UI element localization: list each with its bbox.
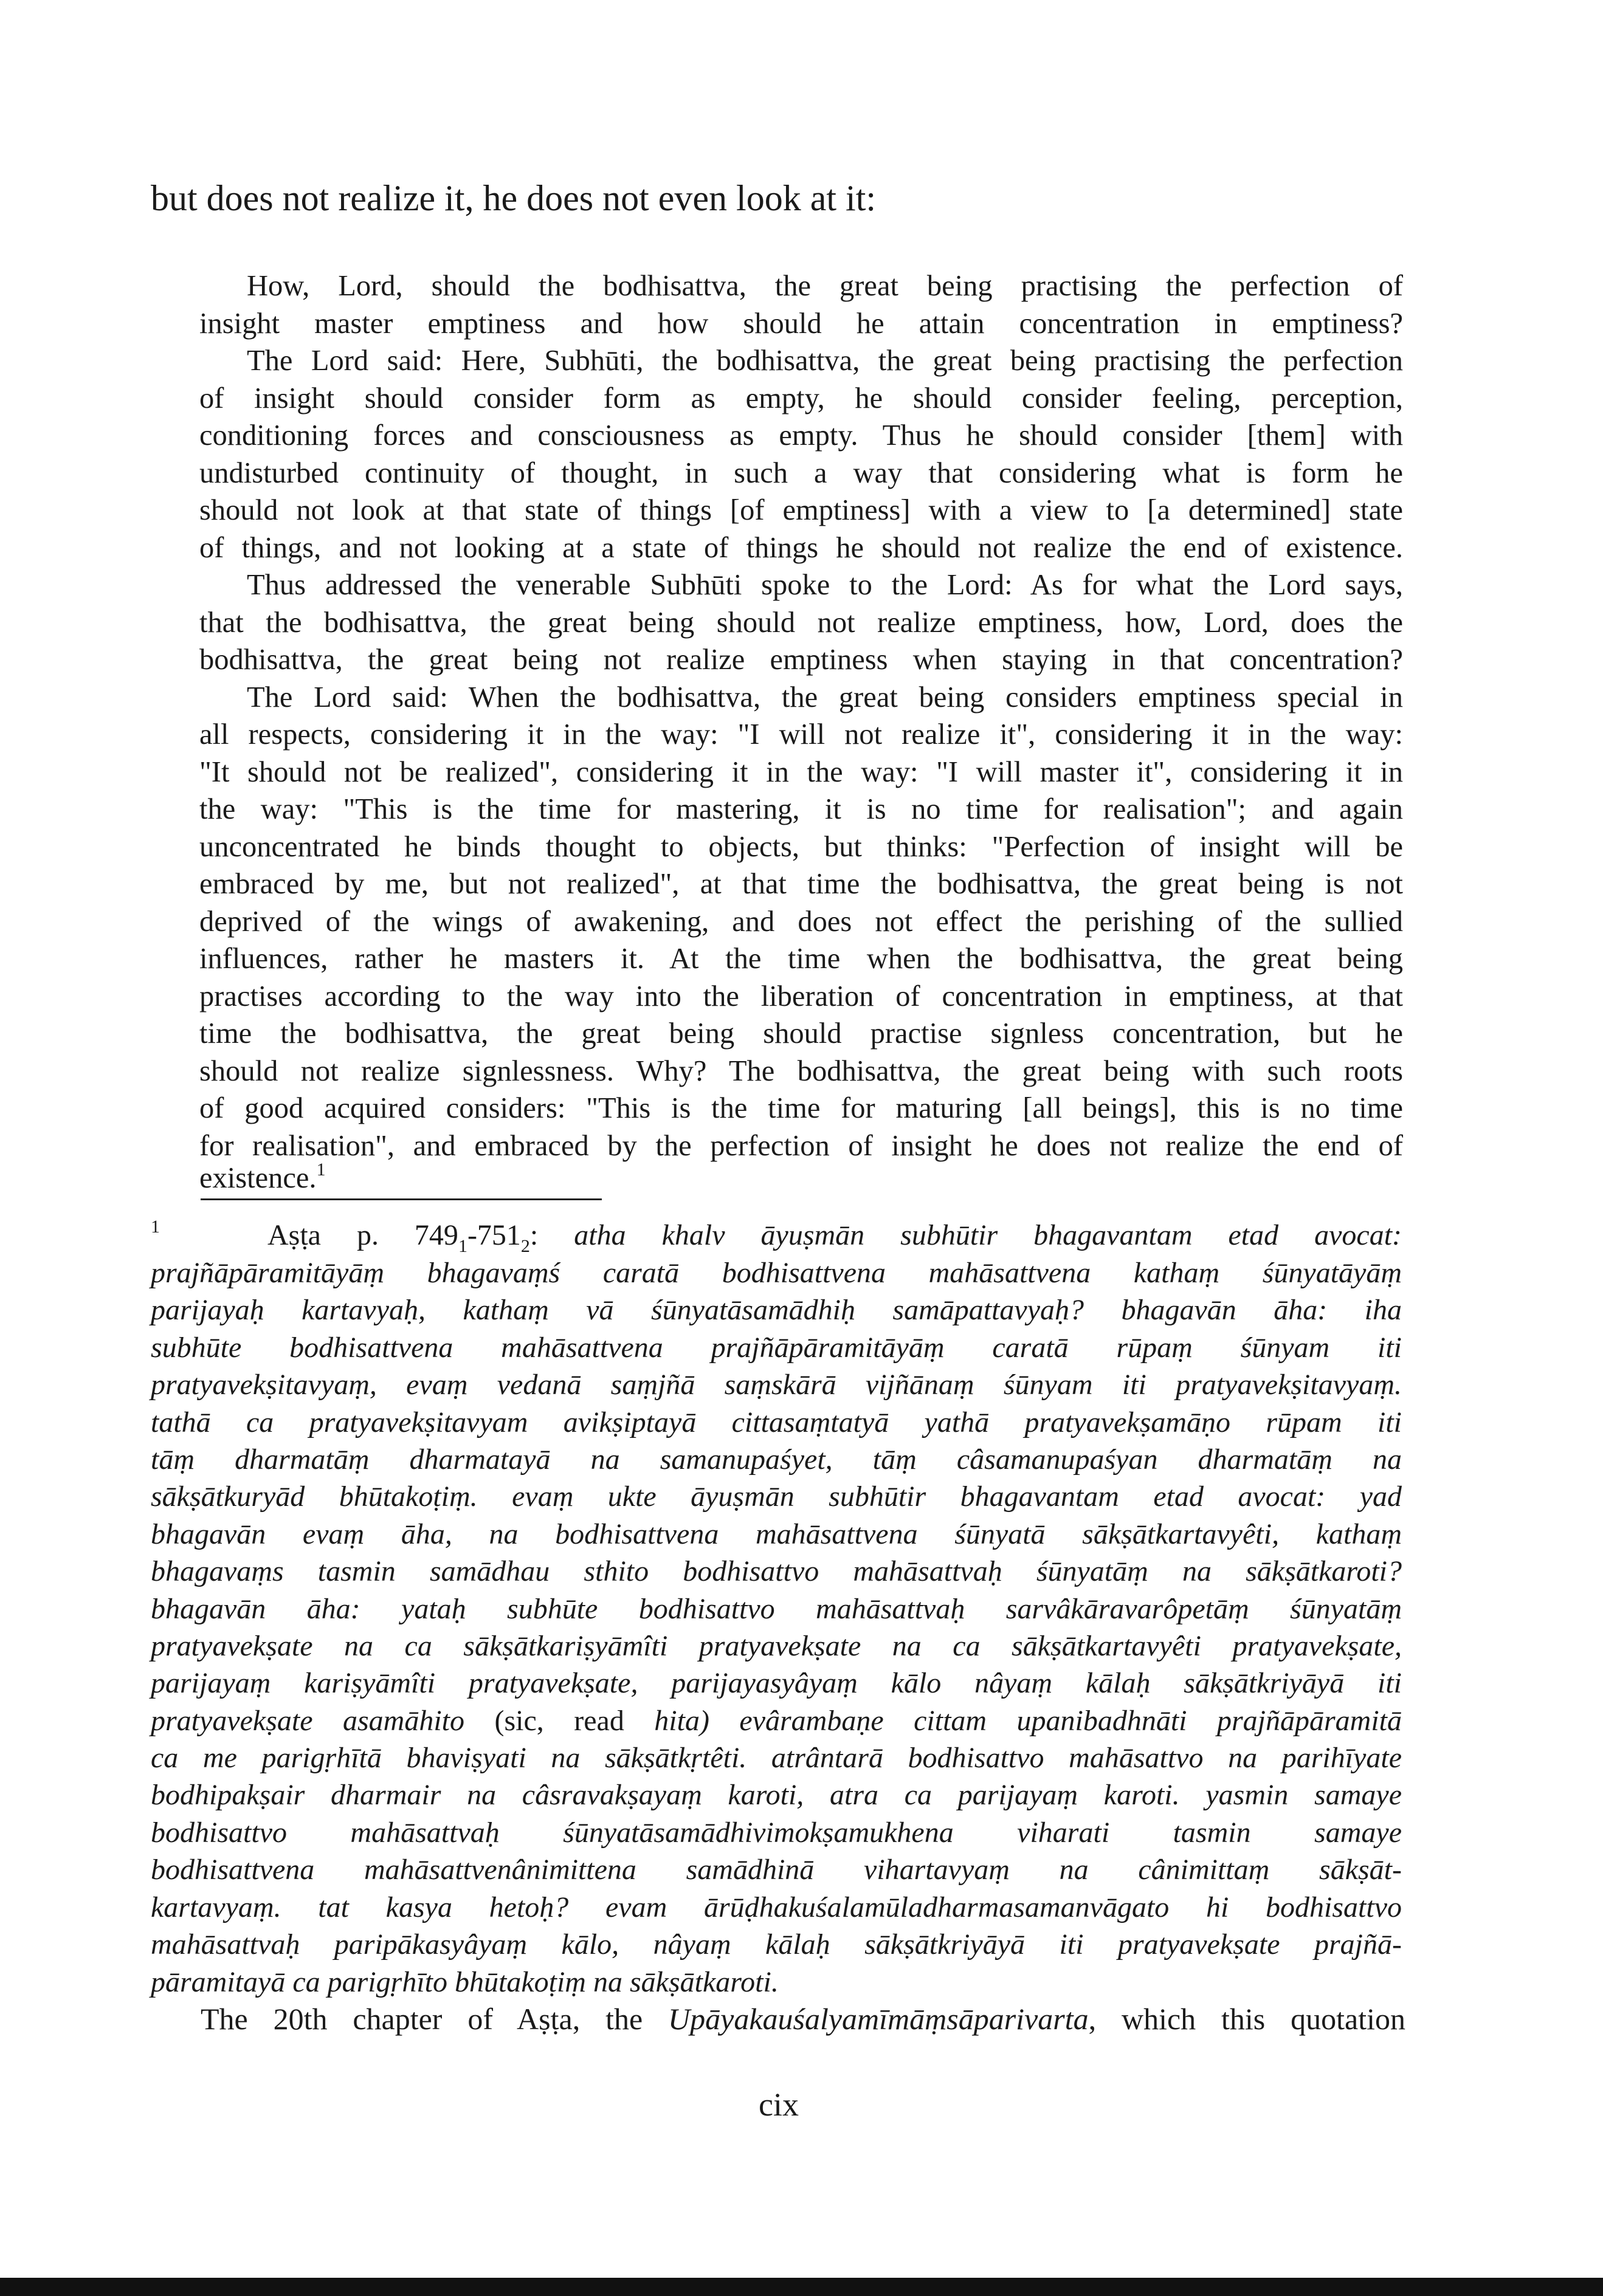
ref-range: -751 (467, 1219, 521, 1251)
quotation-last-text: existence. (199, 1162, 317, 1194)
quotation-line: time the bodhisattva, the great being should practise signless concentration, but he (199, 1017, 1403, 1050)
closing-line (201, 2001, 1405, 2038)
footnote-line: parijayaḥ kartavyaḥ, kathaṃ vā śūnyatāsamādhiḥ samāpattavyaḥ? bhagavān āha: iha (151, 1294, 1402, 1327)
fn13-c: hita (654, 1705, 700, 1737)
ref-subscript-2: 2 (520, 1236, 530, 1256)
footnote-line: bhagavaṃs tasmin samādhau sthito bodhisattvo mahāsattvaḥ śūnyatāṃ na sākṣātkaroti? (151, 1555, 1402, 1588)
quotation-line: should not realize signlessness. Why? The bodhisattva, the great being with such roots (199, 1054, 1403, 1087)
quotation-line: all respects, considering it in the way: "I will not realize it", considering it in the way: (199, 718, 1403, 751)
quotation-last-line (199, 1160, 326, 1201)
quotation-line: of insight should consider form as empty, he should consider feeling, perception, (199, 382, 1403, 414)
quotation-line: practises according to the way into the liberation of concentration in emptiness, at that (199, 980, 1403, 1012)
footnote-line-13 (151, 1702, 1402, 1740)
quotation-line: How, Lord, should the bodhisattva, the great being practising the perfection of (247, 270, 1403, 302)
lead-sentence: but does not realize it, he does not even look at it: (151, 178, 877, 218)
footnote-separator (201, 1198, 602, 1200)
footnote-line: bhagavān āha: yataḥ subhūte bodhisattvo mahāsattvaḥ sarvâkāravarôpetāṃ śūnyatāṃ (151, 1592, 1402, 1625)
fn13-d: ) evârambaṇe cittam upanibadhnāti prajñāpāramitā (699, 1705, 1402, 1737)
page-number: cix (759, 2086, 799, 2123)
footnote-reference[interactable]: 1 (316, 1160, 326, 1180)
quotation-line: insight master emptiness and how should he attain concentration in emptiness? (199, 307, 1403, 340)
closing-pre: The 20th chapter of Aṣṭa, the (201, 2002, 669, 2036)
footnote-line: bodhipakṣair dharmair na câsravakṣayaṃ karoti, atra ca parijayaṃ karoti. yasmin samaye (151, 1779, 1402, 1812)
quotation-line: unconcentrated he binds thought to objects, but thinks: "Perfection of insight will be (199, 830, 1403, 863)
quotation-line: undisturbed continuity of thought, in such a way that considering what is form he (199, 456, 1403, 489)
closing-chapter-title: Upāyakauśalyamīmāṃsāparivarta (668, 2002, 1089, 2036)
quotation-line: that the bodhisattva, the great being should not realize emptiness, how, Lord, does the (199, 606, 1403, 639)
quotation-line: deprived of the wings of awakening, and does not effect the perishing of the sullied (199, 905, 1403, 938)
footnote-line: pratyavekṣate na ca sākṣātkariṣyāmîti pratyavekṣate na ca sākṣātkartavyêti pratyavekṣate, (151, 1630, 1402, 1662)
quotation-line: "It should not be realized", considering it in the way: "I will master it", considering it in (199, 755, 1403, 788)
quotation-line: Thus addressed the venerable Subhūti spoke to the Lord: As for what the Lord says, (247, 569, 1403, 601)
footnote-line: pratyavekṣitavyaṃ, evaṃ vedanā saṃjñā saṃskārā vijñānaṃ śūnyam iti pratyavekṣitavyaṃ. (151, 1369, 1402, 1401)
footnote-line: tāṃ dharmatāṃ dharmatayā na samanupaśyet, tāṃ câsamanupaśyan dharmatāṃ na (151, 1443, 1402, 1476)
footnote-last-line: pāramitayā ca parigṛhīto bhūtakoṭiṃ na sākṣātkaroti. (151, 1966, 779, 1998)
quotation-line: bodhisattva, the great being not realize emptiness when staying in that concentration? (199, 644, 1403, 676)
quotation-line: of good acquired considers: "This is the time for maturing [all beings], this is no time (199, 1092, 1403, 1124)
footnote-line: prajñāpāramitāyāṃ bhagavaṃś caratā bodhisattvena mahāsattvena kathaṃ śūnyatāyāṃ (151, 1257, 1402, 1289)
footnote-line: kartavyaṃ. tat kasya hetoḥ? evam ārūḍhakuśalamūladharmasamanvāgato hi bodhisattvo (151, 1891, 1402, 1923)
fn13-a: pratyavekṣate asamāhito (151, 1705, 465, 1737)
footnote-line: bodhisattvena mahāsattvenânimittena samādhinā vihartavyaṃ na cânimittaṃ sākṣāt- (151, 1854, 1402, 1886)
quotation-line: embraced by me, but not realized", at that time the bodhisattva, the great being is not (199, 868, 1403, 900)
footnote-marker: 1 (151, 1217, 160, 1237)
footnote-line: tathā ca pratyavekṣitavyam avikṣiptayā cittasaṃtatyā yathā pratyavekṣamāṇo rūpam iti (151, 1406, 1402, 1438)
quotation-line: should not look at that state of things [of emptiness] with a view to [a determined] state (199, 494, 1403, 526)
fn13-b: (sic, read (464, 1705, 655, 1737)
footnote-first-text: atha khalv āyuṣmān subhūtir bhagavantam etad avocat: (574, 1219, 1402, 1251)
footnote-line: ca me parigṛhītā bhaviṣyati na sākṣātkṛtêti. atrântarā bodhisattvo mahāsattvo na parihīyate (151, 1742, 1402, 1774)
quotation-line: The Lord said: When the bodhisattva, the great being considers emptiness special in (247, 681, 1403, 713)
scan-edge (0, 2278, 1603, 2296)
footnote-source-ref: Aṣṭa p. 749 (267, 1219, 458, 1251)
quotation-line: the way: "This is the time for mastering, it is no time for realisation"; and again (199, 793, 1403, 825)
footnote-line: bodhisattvo mahāsattvaḥ śūnyatāsamādhivimokṣamukhena viharati tasmin samaye (151, 1816, 1402, 1849)
footnote-line: sākṣātkuryād bhūtakoṭiṃ. evaṃ ukte āyuṣmān subhūtir bhagavantam etad avocat: yad (151, 1480, 1402, 1513)
quotation-line: The Lord said: Here, Subhūti, the bodhisattva, the great being practising the perfection (247, 345, 1403, 377)
footnote-line: parijayaṃ kariṣyāmîti pratyavekṣate, parijayasyâyaṃ kālo nâyaṃ kālaḥ sākṣātkriyāyā iti (151, 1667, 1402, 1700)
footnote-line: bhagavān evaṃ āha, na bodhisattvena mahāsattvena śūnyatā sākṣātkartavyêti, kathaṃ (151, 1517, 1402, 1550)
footnote-first-line (151, 1217, 1402, 1258)
closing-post: , which this quotation (1088, 2002, 1405, 2036)
quotation-line: influences, rather he masters it. At the time when the bodhisattva, the great being (199, 943, 1403, 975)
ref-subscript-1: 1 (458, 1236, 467, 1256)
quotation-line: conditioning forces and consciousness as empty. Thus he should consider [them] with (199, 419, 1403, 452)
footnote-line: subhūte bodhisattvena mahāsattvena prajñāpāramitāyāṃ caratā rūpaṃ śūnyam iti (151, 1331, 1402, 1364)
footnote-line: mahāsattvaḥ paripākasyâyaṃ kālo, nâyaṃ kālaḥ sākṣātkriyāyā iti pratyavekṣate prajñā- (151, 1928, 1402, 1961)
quotation-line: for realisation", and embraced by the perfection of insight he does not realize the end of (199, 1129, 1403, 1162)
ref-colon: : (529, 1219, 539, 1251)
quotation-line: of things, and not looking at a state of things he should not realize the end of existence. (199, 531, 1403, 564)
